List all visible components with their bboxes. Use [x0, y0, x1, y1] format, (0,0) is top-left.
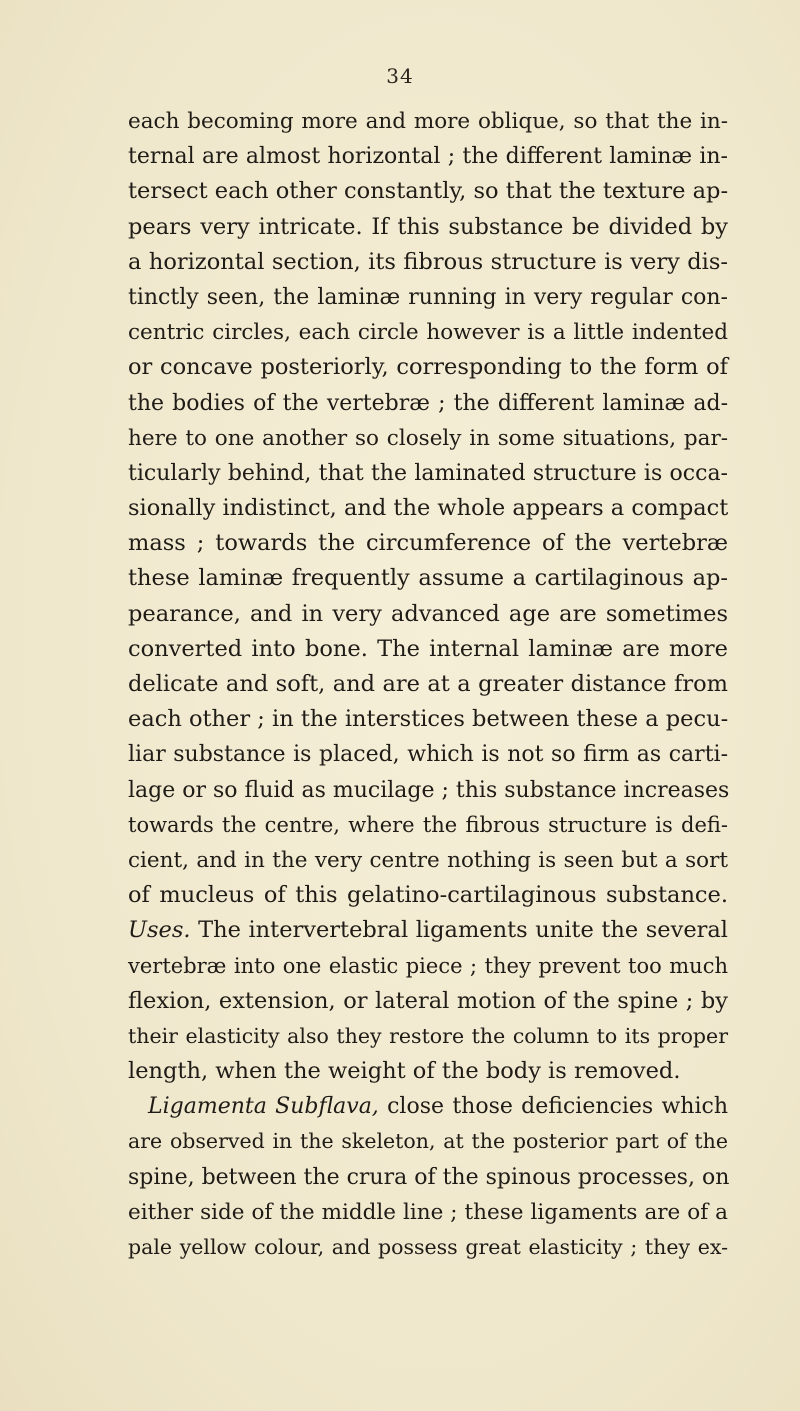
text-line — [128, 737, 728, 772]
text-fragment: their elasticity also they restore the column to its proper — [128, 1023, 728, 1048]
text-fragment: a horizontal section, its fibrous structure is very dis- — [128, 248, 728, 275]
text-line — [128, 1124, 728, 1159]
text-line — [128, 1230, 728, 1265]
text-fragment: converted into bone. The internal laminæ are more — [128, 635, 728, 662]
text-fragment: tersect each other constantly, so that the texture ap- — [128, 178, 729, 205]
text-fragment: or concave posteriorly, corresponding to the form of — [128, 354, 728, 381]
text-line — [128, 315, 728, 350]
body-text — [128, 104, 728, 1265]
text-line — [128, 808, 728, 843]
text-line — [128, 104, 728, 139]
text-line — [128, 1054, 728, 1089]
text-fragment: flexion, extension, or lateral motion of the spine ; by — [128, 987, 728, 1014]
text-fragment: the bodies of the vertebræ ; the different laminæ ad- — [128, 390, 728, 416]
text-fragment: each becoming more and more oblique, so that the in- — [128, 109, 728, 134]
text-line — [128, 280, 728, 315]
text-fragment: centric circles, each circle however is a little indented — [128, 320, 728, 346]
text-fragment: pearance, and in very advanced age are sometimes — [128, 600, 728, 627]
text-fragment: pears very intricate. If this substance be divided by — [128, 213, 728, 240]
text-fragment: close those deficiencies which — [378, 1094, 729, 1120]
text-line — [128, 421, 728, 456]
text-line — [128, 773, 728, 808]
text-line — [128, 386, 728, 421]
italic-term: Ligamenta Subflava, — [148, 1094, 379, 1120]
text-line — [128, 139, 728, 174]
text-line — [128, 632, 728, 667]
text-fragment: liar substance is placed, which is not so firm as carti- — [128, 742, 728, 768]
text-line — [128, 561, 728, 596]
text-line — [128, 1019, 728, 1054]
text-fragment: either side of the middle line ; these ligaments are of a — [128, 1199, 728, 1225]
text-fragment: spine, between the crura of the spinous processes, on — [128, 1164, 730, 1190]
text-fragment: tinctly seen, the laminæ running in very regular con- — [128, 284, 728, 310]
text-line — [128, 949, 728, 984]
text-line — [128, 702, 728, 737]
text-fragment: ticularly behind, that the laminated structure is occa- — [128, 460, 728, 486]
text-line — [128, 245, 728, 280]
text-line — [128, 350, 728, 385]
text-fragment: are observed in the skeleton, at the posterior part of the — [128, 1129, 728, 1154]
text-fragment: towards the centre, where the fibrous structure is defi- — [128, 812, 728, 837]
text-fragment: pale yellow colour, and possess great elasticity ; they ex- — [128, 1235, 728, 1259]
text-line — [128, 174, 728, 209]
text-fragment: vertebræ into one elastic piece ; they prevent too much — [128, 953, 728, 978]
text-fragment: sionally indistinct, and the whole appears a compact — [128, 495, 729, 522]
text-fragment: lage or so fluid as mucilage ; this substance increases — [128, 777, 730, 803]
text-line — [128, 1089, 728, 1124]
text-fragment: length, when the weight of the body is removed. — [128, 1058, 681, 1085]
text-line — [128, 913, 728, 948]
text-fragment: here to one another so closely in some situations, par- — [128, 425, 728, 451]
text-line — [128, 491, 728, 526]
text-line — [128, 1160, 728, 1195]
text-fragment: each other ; in the interstices between these a pecu- — [128, 706, 729, 733]
text-line — [128, 843, 728, 878]
text-line — [128, 984, 728, 1019]
text-line — [128, 597, 728, 632]
text-line — [128, 878, 728, 913]
text-line — [128, 210, 728, 245]
text-fragment: delicate and soft, and are at a greater distance from — [128, 671, 728, 697]
text-fragment: ternal are almost horizontal ; the different laminæ in- — [128, 144, 728, 170]
text-line — [128, 456, 728, 491]
text-fragment: cient, and in the very centre nothing is seen but a sort — [128, 847, 728, 873]
page-number: 34 — [386, 64, 414, 88]
italic-term: Uses. — [128, 917, 191, 944]
text-line — [128, 667, 728, 702]
text-fragment: these laminæ frequently assume a cartilaginous ap- — [128, 565, 728, 592]
text-fragment: mass ; towards the circumference of the vertebræ — [128, 530, 728, 557]
text-fragment: of mucleus of this gelatino-cartilaginous substance. — [128, 882, 728, 909]
text-line — [128, 1195, 728, 1230]
text-fragment: The intervertebral ligaments unite the several — [190, 917, 728, 944]
text-line — [128, 526, 728, 561]
